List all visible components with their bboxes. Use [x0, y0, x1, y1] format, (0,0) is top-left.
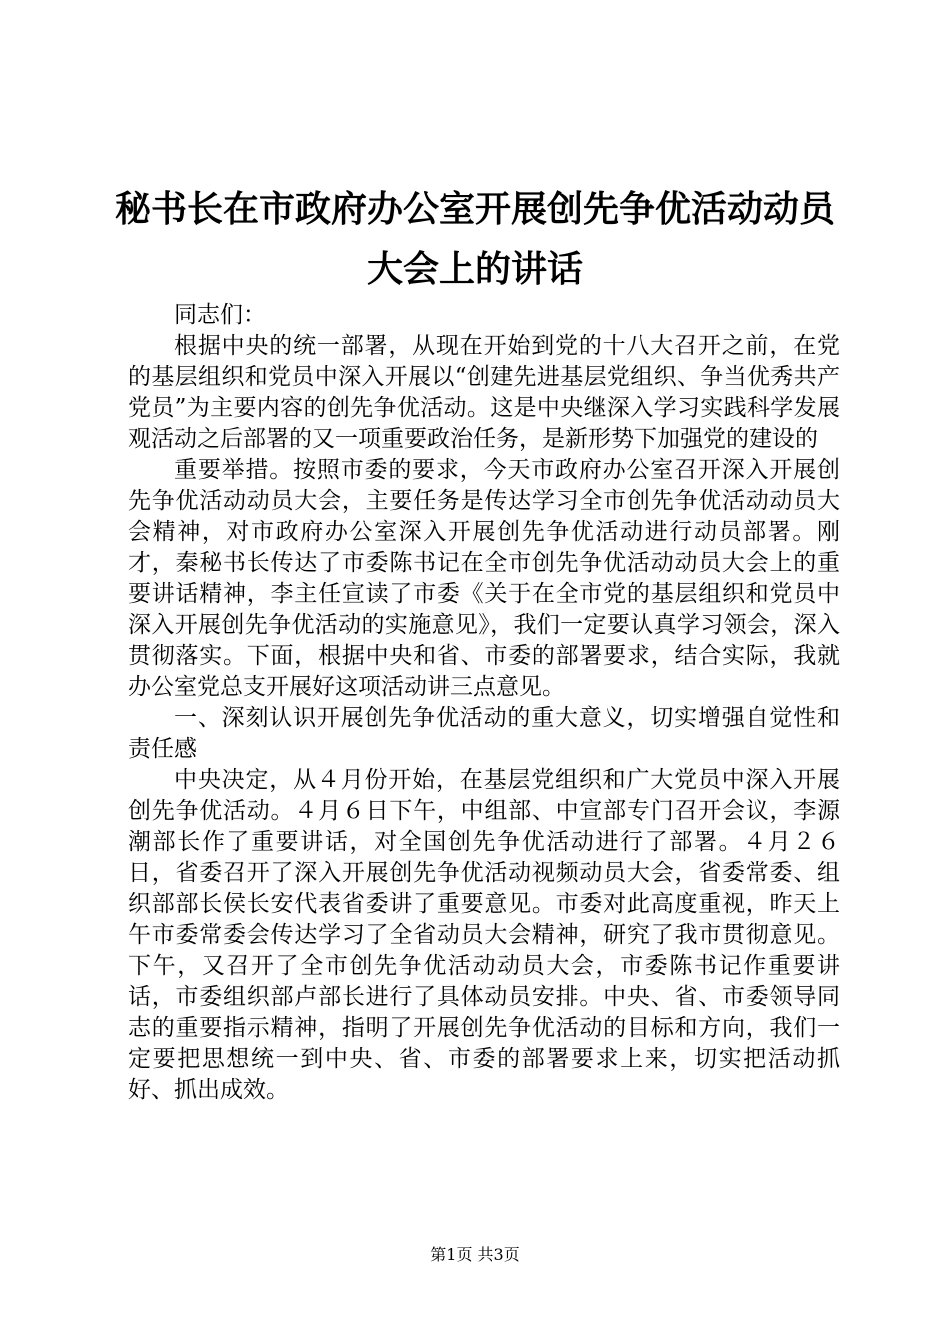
salutation: 同志们：: [174, 302, 266, 328]
page-footer: 第1页 共3页: [430, 1245, 520, 1264]
body-paragraph: 根据中央的统一部署，从现在开始到党的十八大召开之前，在党的基层组织和党员中深入开展以“创建先进基层党组织、争当优秀共产党员”为主要内容的创先争优活动。这是中央继深入学习实践科学发展观活动之后部署的又一项重要政治任务，是新形势下加强党的建设的: [128, 333, 840, 452]
document-body: [128, 300, 840, 1106]
document-title-line-2: 大会上的讲话: [366, 249, 583, 290]
document-title-line-1: 秘书长在市政府办公室开展创先争优活动动员: [114, 189, 835, 230]
section-heading: 一、深刻认识开展创先争优活动的重大意义，切实增强自觉性和责任感: [128, 705, 840, 762]
body-paragraph: 中央决定，从４月份开始，在基层党组织和广大党员中深入开展创先争优活动。４月６日下午，中组部、中宣部专门召开会议，李源潮部长作了重要讲话，对全国创先争优活动进行了部署。４月２６日，省委召开了深入开展创先争优活动视频动员大会，省委常委、组织部部长侯长安代表省委讲了重要意见。市委对此高度重视，昨天上午市委常委会传达学习了全省动员大会精神，研究了我市贯彻意见。下午，又召开了全市创先争优活动动员大会，市委陈书记作重要讲话，市委组织部卢部长进行了具体动员安排。中央、省、市委领导同志的重要指示精神，指明了开展创先争优活动的目标和方向，我们一定要把思想统一到中央、省、市委的部署要求上来，切实把活动抓好、抓出成效。: [128, 767, 840, 1103]
body-paragraph: 重要举措。按照市委的要求，今天市政府办公室召开深入开展创先争优活动动员大会，主要任务是传达学习全市创先争优活动动员大会精神，对市政府办公室深入开展创先争优活动进行动员部署。刚才，秦秘书长传达了市委陈书记在全市创先争优活动动员大会上的重要讲话精神，李主任宣读了市委《关于在全市党的基层组织和党员中深入开展创先争优活动的实施意见》，我们一定要认真学习领会，深入贯彻落实。下面，根据中央和省、市委的部署要求，结合实际，我就办公室党总支开展好这项活动讲三点意见。: [128, 457, 840, 700]
